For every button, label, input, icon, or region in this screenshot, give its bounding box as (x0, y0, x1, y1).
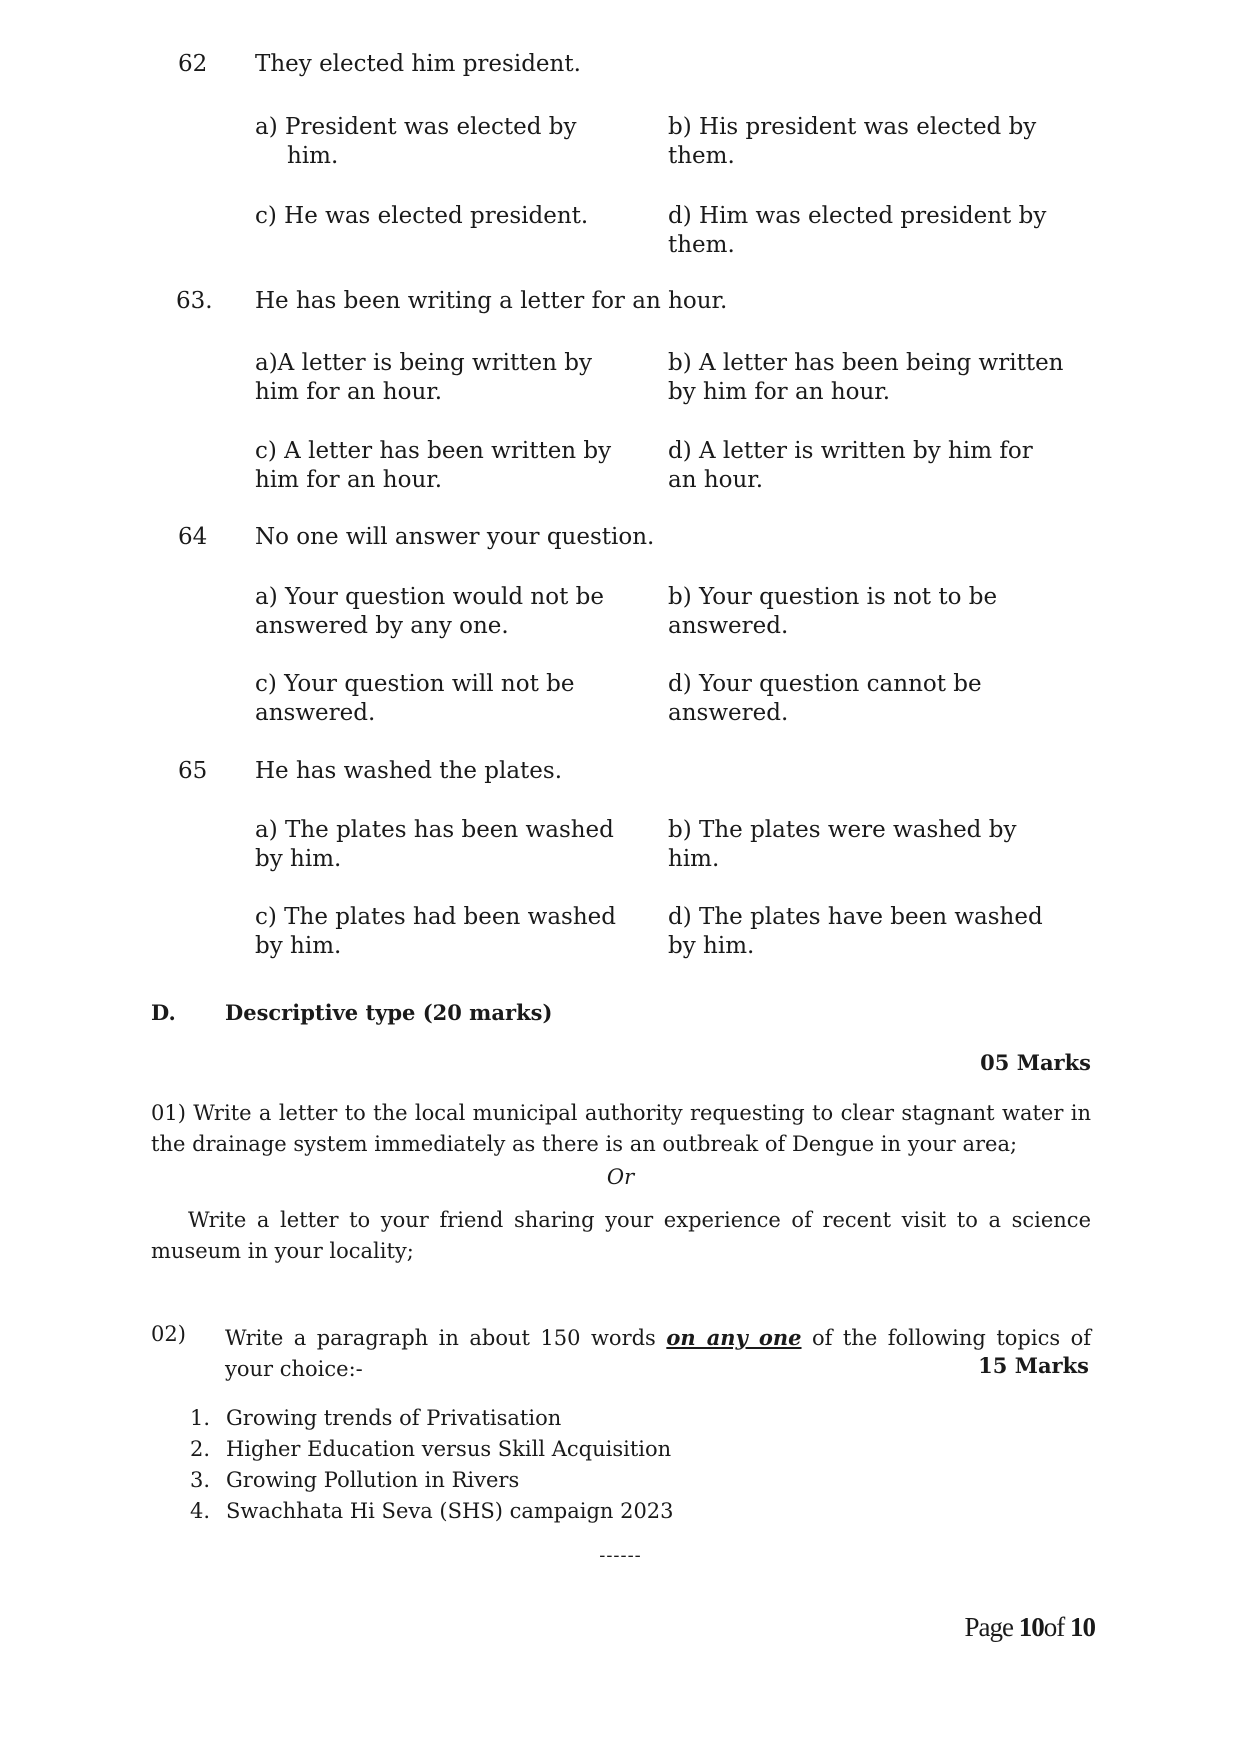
q1-marks: 05 Marks (980, 1050, 1091, 1075)
q2-marks: 15 Marks (978, 1353, 1089, 1378)
option-c: c) Your question will not be answered. (255, 671, 575, 726)
option-b: b) A letter has been being written by him for an hour. (668, 350, 1064, 405)
option-b: b) His president was elected by them. (668, 114, 1037, 169)
option-c: c) A letter has been written by him for an hour. (255, 438, 612, 493)
question-number: 64 (178, 524, 208, 550)
topic-label: Growing Pollution in Rivers (226, 1468, 520, 1492)
option-d: d) Your question cannot be answered. (668, 671, 982, 726)
topic-number: 2. (190, 1437, 211, 1461)
question-stem: They elected him president. (255, 51, 581, 77)
q2-prompt (225, 1322, 1091, 1385)
option-a: a) Your question would not be answered by any one. (255, 584, 604, 639)
topic-number: 1. (190, 1406, 211, 1430)
topic-number: 4. (190, 1499, 211, 1523)
topic-label: Growing trends of Privatisation (226, 1406, 562, 1430)
question-number: 62 (178, 51, 208, 77)
option-c: c) The plates had been washed by him. (255, 904, 616, 959)
topic-list (190, 1403, 674, 1527)
question-number: 65 (178, 758, 208, 784)
question-number: 63. (176, 288, 213, 314)
option-c: c) He was elected president. (255, 203, 589, 229)
page-number (965, 1612, 1095, 1643)
current-page: 10 (1018, 1612, 1044, 1642)
q2-emphasis: on any one (666, 1325, 802, 1350)
question-stem: No one will answer your question. (255, 524, 655, 550)
topic-item (190, 1465, 674, 1496)
q1-prompt-b: Write a letter to your friend sharing your experience of recent visit to a science museum in your locality; (151, 1208, 1091, 1263)
option-a: a)A letter is being written by him for an hour. (255, 350, 592, 405)
option-b: b) Your question is not to be answered. (668, 584, 998, 639)
option-a (255, 113, 627, 171)
topic-number: 3. (190, 1468, 211, 1492)
page-word: Page (964, 1612, 1013, 1642)
question-stem: He has washed the plates. (255, 758, 563, 784)
option-d: d) Him was elected president by them. (668, 203, 1047, 258)
of-word: of (1043, 1612, 1065, 1642)
q2-number: 02) (151, 1322, 186, 1346)
section-title: Descriptive type (20 marks) (225, 1000, 553, 1025)
q1-prompt-a: 01) Write a letter to the local municipal authority requesting to clear stagnant water in the drainage system immediately as there is an outbreak of Dengue in your area; (151, 1101, 1091, 1156)
option-b: b) The plates were washed by him. (668, 817, 1017, 872)
q2-text-before: Write a paragraph in about 150 words (225, 1326, 667, 1350)
or-label: Or (606, 1165, 635, 1189)
topic-item (190, 1496, 674, 1527)
topic-item (190, 1434, 674, 1465)
topic-label: Higher Education versus Skill Acquisition (226, 1437, 672, 1461)
option-d: d) A letter is written by him for an hour. (668, 438, 1033, 493)
option-text: a) President was elected by him. (255, 114, 577, 169)
topic-item (190, 1403, 674, 1434)
total-pages: 10 (1070, 1612, 1095, 1642)
question-stem: He has been writing a letter for an hour. (255, 288, 728, 314)
option-a: a) The plates has been washed by him. (255, 817, 614, 872)
q2-text-after: of the following topics of your choice:- (225, 1326, 1091, 1381)
section-letter: D. (151, 1000, 176, 1025)
end-separator: ------ (599, 1545, 642, 1566)
option-d: d) The plates have been washed by him. (668, 904, 1043, 959)
topic-label: Swachhata Hi Seva (SHS) campaign 2023 (226, 1499, 674, 1523)
